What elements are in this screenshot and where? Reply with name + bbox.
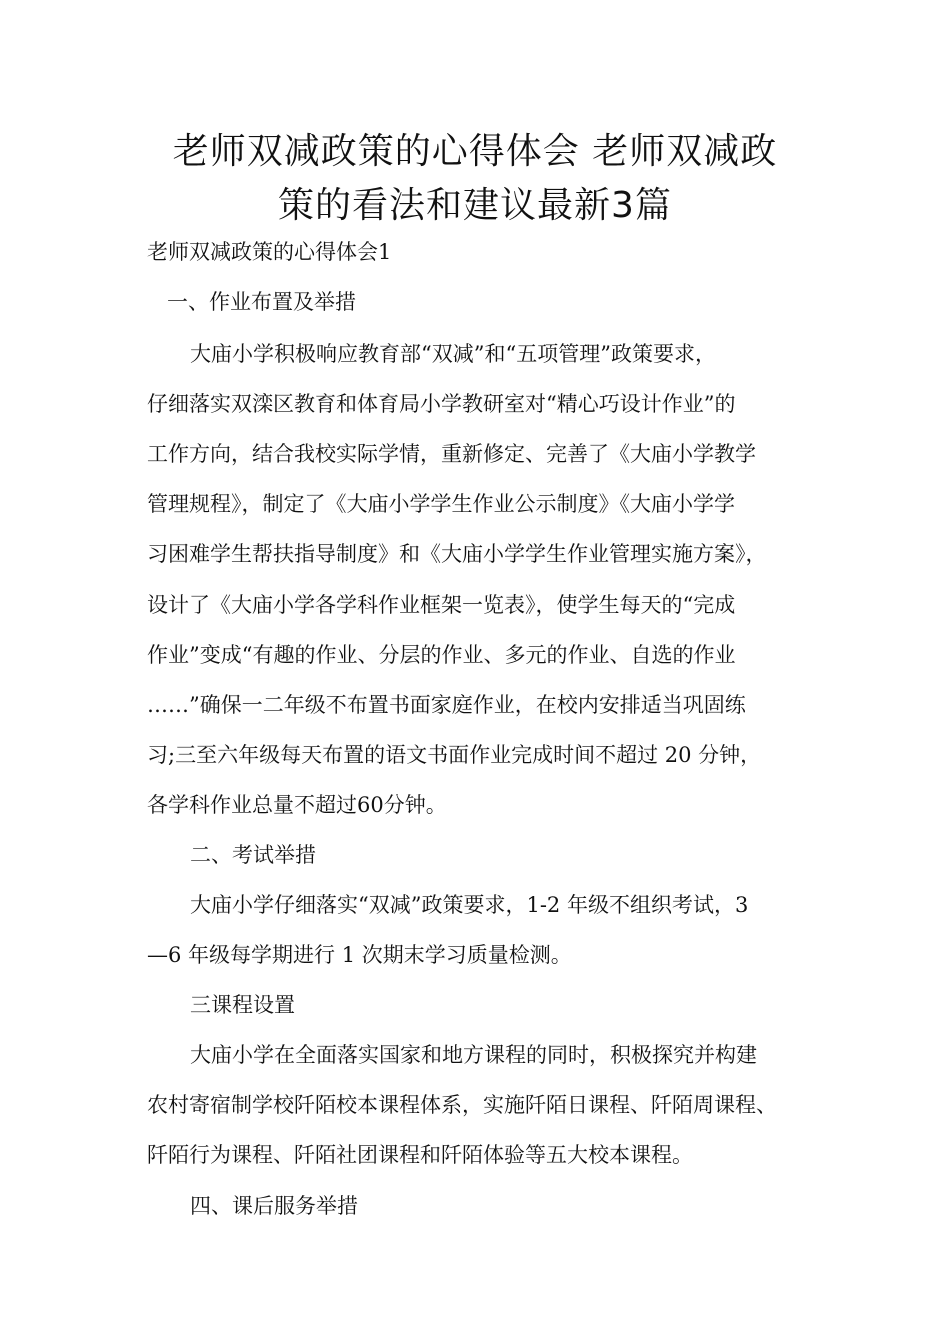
- document-title-line-1: 老师双减政策的心得体会 老师双减政: [172, 131, 778, 172]
- paragraph-line: 阡陌行为课程、阡陌社团课程和阡陌体验等五大校本课程。: [147, 1143, 693, 1167]
- paragraph-line: 管理规程》，制定了《大庙小学学生作业公示制度》《大庙小学学: [147, 492, 735, 516]
- paragraph-line: —6 年级每学期进行 1 次期末学习质量检测。: [147, 943, 572, 967]
- subsection-heading: 三课程设置: [190, 993, 295, 1017]
- paragraph-line: 仔细落实双滦区教育和体育局小学教研室对“精心巧设计作业”的: [147, 392, 736, 416]
- paragraph-line: 各学科作业总量不超过60分钟。: [147, 793, 447, 817]
- subsection-heading: 一、作业布置及举措: [167, 290, 356, 314]
- paragraph-line: 大庙小学在全面落实国家和地方课程的同时，积极探究并构建: [190, 1043, 757, 1067]
- paragraph-line: 工作方向，结合我校实际学情，重新修定、完善了《大庙小学教学: [147, 442, 756, 466]
- document-title-line-2: 策的看法和建议最新3篇: [278, 185, 672, 226]
- paragraph-line: 农村寄宿制学校阡陌校本课程体系，实施阡陌日课程、阡陌周课程、: [147, 1093, 777, 1117]
- subsection-heading: 二、考试举措: [190, 843, 316, 867]
- paragraph-line: 习困难学生帮扶指导制度》和《大庙小学学生作业管理实施方案》，: [147, 542, 767, 566]
- subsection-heading: 四、课后服务举措: [190, 1194, 358, 1218]
- paragraph-line: 习;三至六年级每天布置的语文书面作业完成时间不超过 20 分钟，: [147, 743, 762, 767]
- paragraph-line: 设计了《大庙小学各学科作业框架一览表》，使学生每天的“完成: [147, 593, 736, 617]
- paragraph-line: ……”确保一二年级不布置书面家庭作业，在校内安排适当巩固练: [147, 693, 746, 717]
- paragraph-line: 大庙小学积极响应教育部“双减”和“五项管理”政策要求，: [190, 342, 716, 366]
- paragraph-line: 作业”变成“有趣的作业、分层的作业、多元的作业、自选的作业: [147, 643, 736, 667]
- section-heading: 老师双减政策的心得体会1: [147, 240, 392, 264]
- paragraph-line: 大庙小学仔细落实“双减”政策要求，1-2 年级不组织考试，3: [190, 893, 749, 917]
